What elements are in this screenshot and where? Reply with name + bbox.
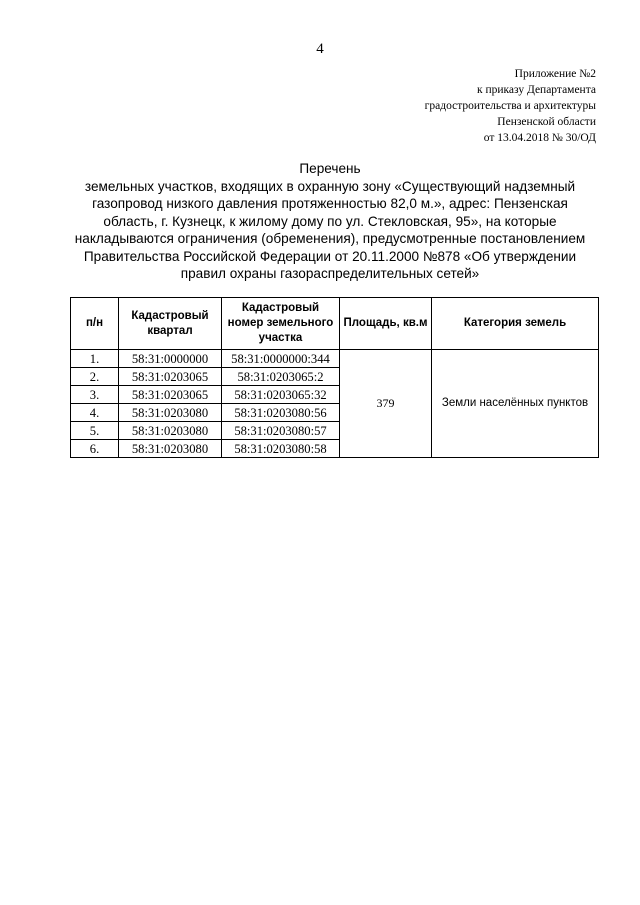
row-num: 5.	[71, 422, 119, 440]
row-quarter: 58:31:0203065	[119, 386, 222, 404]
table-row	[71, 350, 599, 368]
row-num: 1.	[71, 350, 119, 368]
page-number: 4	[316, 41, 324, 57]
table-header-row	[71, 298, 599, 350]
row-quarter: 58:31:0203080	[119, 422, 222, 440]
row-plot: 58:31:0203080:57	[222, 422, 340, 440]
appendix-line: Пензенской области	[497, 116, 596, 128]
header-area: Площадь, кв.м	[340, 298, 432, 350]
row-num: 6.	[71, 440, 119, 458]
row-plot: 58:31:0203065:2	[222, 368, 340, 386]
category-cell: Земли населённых пунктов	[432, 350, 599, 458]
title-line: накладываются ограничения (обременения), предусмотренные постановлением	[74, 231, 586, 246]
row-quarter: 58:31:0203065	[119, 368, 222, 386]
header-quarter: Кадастровый квартал	[119, 298, 222, 350]
appendix-header	[425, 66, 596, 146]
row-plot: 58:31:0203065:32	[222, 386, 340, 404]
title-line: Правительства Российской Федерации от 20.11.2000 №878 «Об утверждении	[83, 248, 577, 264]
appendix-line: к приказу Департамента	[477, 84, 596, 96]
row-num: 4.	[71, 404, 119, 422]
header-plot: Кадастровый номер земельного участка	[222, 298, 340, 350]
land-plots-table	[70, 297, 599, 458]
title-line: земельных участков, входящих в охранную зону «Существующий надземный	[84, 178, 576, 194]
title-line: газопровод низкого давления протяженностью 82,0 м.», адрес: Пензенская	[92, 196, 568, 211]
appendix-line: Приложение №2	[514, 68, 596, 80]
appendix-line: градостроительства и архитектуры	[424, 100, 596, 112]
title-line: область, г. Кузнецк, к жилому дому по ул. Стекловская, 95», на которые	[103, 213, 557, 229]
row-quarter: 58:31:0000000	[119, 350, 222, 368]
appendix-line: от 13.04.2018 № 30/ОД	[483, 132, 596, 144]
header-category: Категория земель	[432, 298, 599, 350]
row-num: 2.	[71, 368, 119, 386]
row-plot: 58:31:0203080:56	[222, 404, 340, 422]
header-num: п/н	[71, 298, 119, 350]
row-quarter: 58:31:0203080	[119, 404, 222, 422]
row-num: 3.	[71, 386, 119, 404]
document-title	[60, 160, 600, 283]
row-plot: 58:31:0203080:58	[222, 440, 340, 458]
row-quarter: 58:31:0203080	[119, 440, 222, 458]
area-cell: 379	[340, 350, 432, 458]
title-heading: Перечень	[299, 161, 361, 176]
row-plot: 58:31:0000000:344	[222, 350, 340, 368]
title-line: правил охраны газораспределительных сетей»	[180, 266, 480, 281]
